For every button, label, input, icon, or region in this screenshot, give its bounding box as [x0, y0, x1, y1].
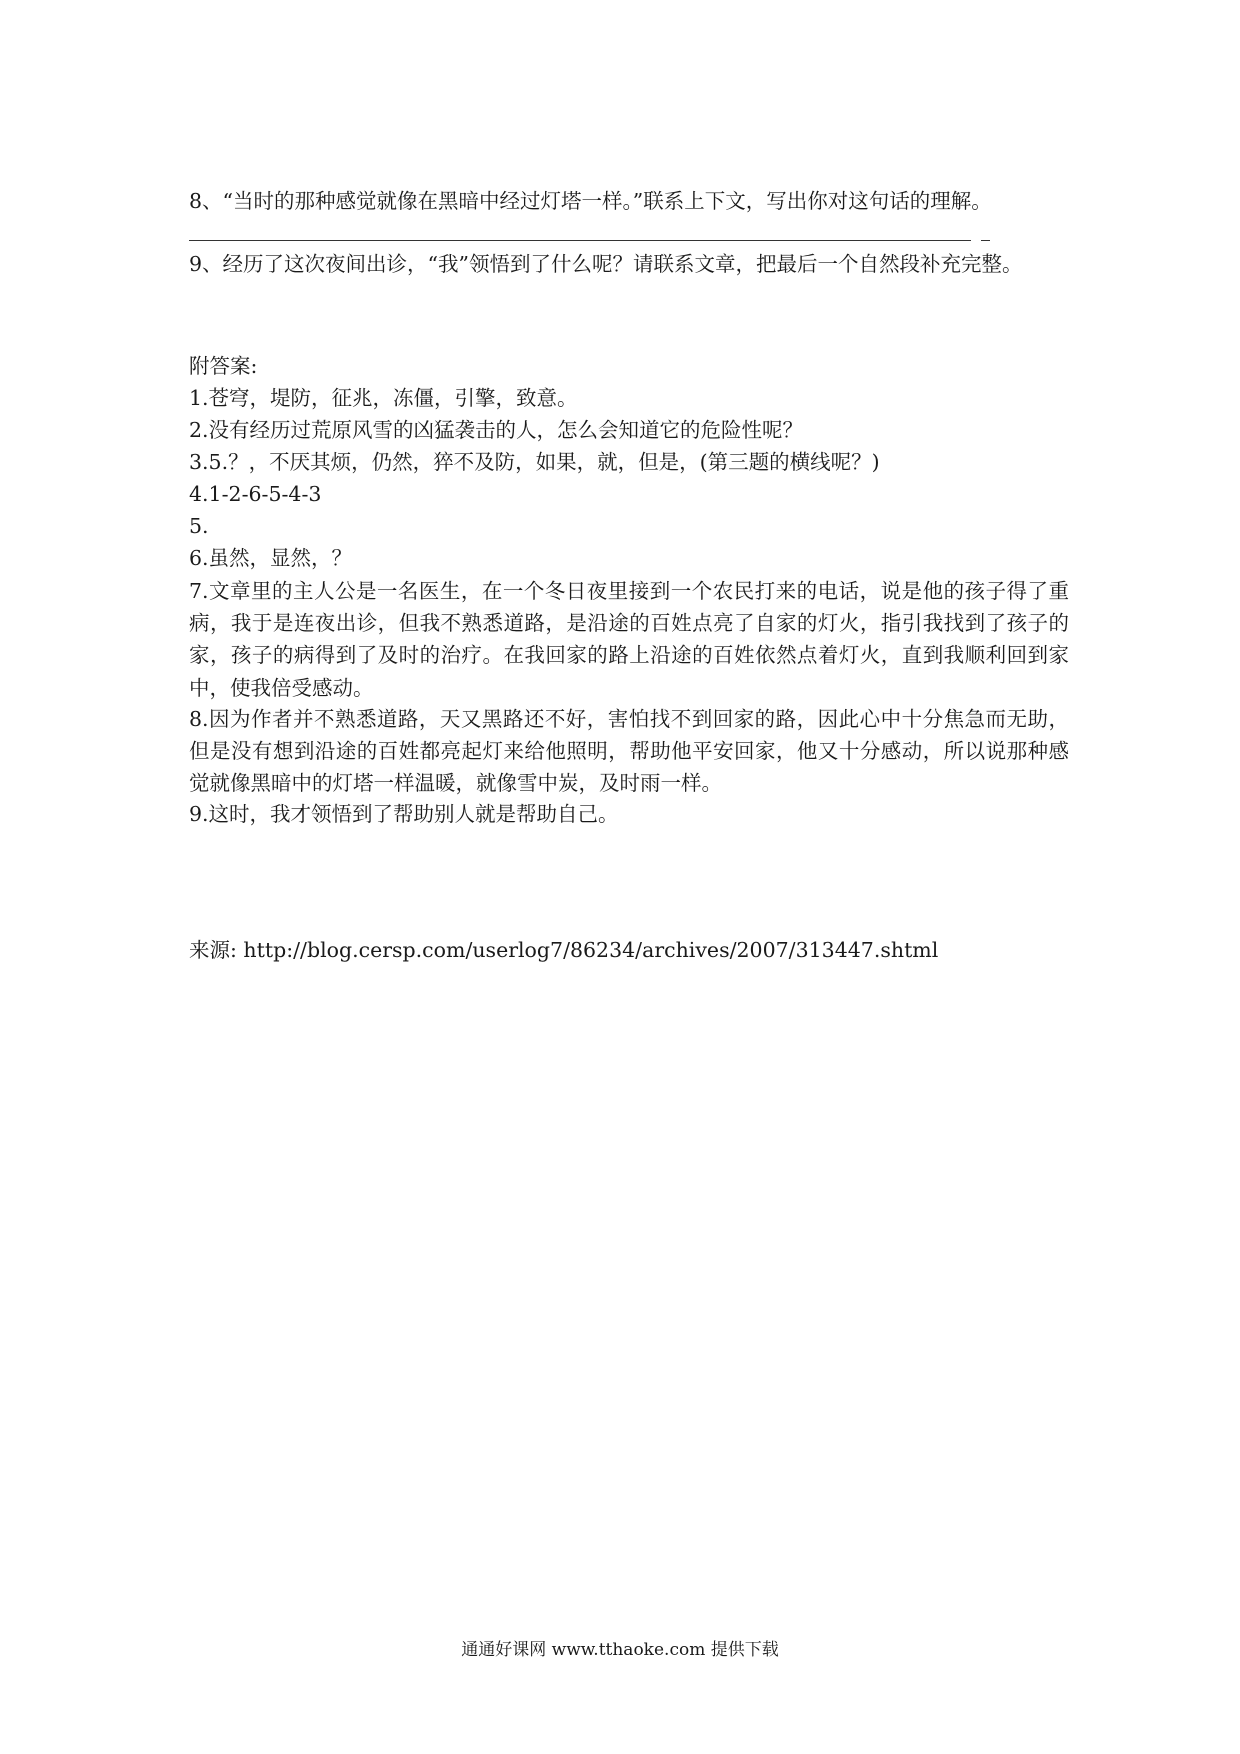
source-line: 来源: http://blog.cersp.com/userlog7/86234/archives/2007/313447.shtml	[189, 938, 939, 962]
answer-5: 5.	[189, 514, 209, 538]
answer-8: 8.因为作者并不熟悉道路，天又黑路还不好，害怕找不到回家的路，因此心中十分焦急而无助，但是没有想到沿途的百姓都亮起灯来给他照明，帮助他平安回家，他又十分感动，所以说那种感觉就像黑暗中的灯塔一样温暖，就像雪中炭，及时雨一样。	[189, 707, 1069, 796]
answer-blank-line	[189, 240, 971, 241]
answer-3: 3.5.？，不厌其烦，仍然，猝不及防，如果，就，但是，(第三题的横线呢？)	[189, 450, 880, 474]
answer-2: 2.没有经历过荒原风雪的凶猛袭击的人，怎么会知道它的危险性呢？	[189, 418, 804, 442]
question-9: 9、经历了这次夜间出诊，“我”领悟到了什么呢？请联系文章，把最后一个自然段补充完整。	[189, 252, 1023, 276]
answer-9: 9.这时，我才领悟到了帮助别人就是帮助自己。	[189, 802, 619, 826]
answer-7: 7.文章里的主人公是一名医生，在一个冬日夜里接到一个农民打来的电话，说是他的孩子得了重病，我于是连夜出诊，但我不熟悉道路，是沿途的百姓点亮了自家的灯火，指引我找到了孩子的家，孩子的病得到了及时的治疗。在我回家的路上沿途的百姓依然点着灯火，直到我顺利回到家中，使我倍受感动。	[189, 579, 1069, 700]
answers-heading: 附答案:	[189, 354, 258, 378]
answer-1: 1.苍穹，堤防，征兆，冻僵，引擎，致意。	[189, 386, 578, 410]
question-8: 8、“当时的那种感觉就像在黑暗中经过灯塔一样。”联系上下文，写出你对这句话的理解。	[189, 189, 992, 213]
page-footer: 通通好课网 www.tthaoke.com 提供下载	[461, 1640, 779, 1660]
answer-blank-line-tail	[981, 240, 990, 241]
answer-4: 4.1-2-6-5-4-3	[189, 482, 322, 506]
answer-6: 6.虽然，显然，？	[189, 546, 353, 570]
